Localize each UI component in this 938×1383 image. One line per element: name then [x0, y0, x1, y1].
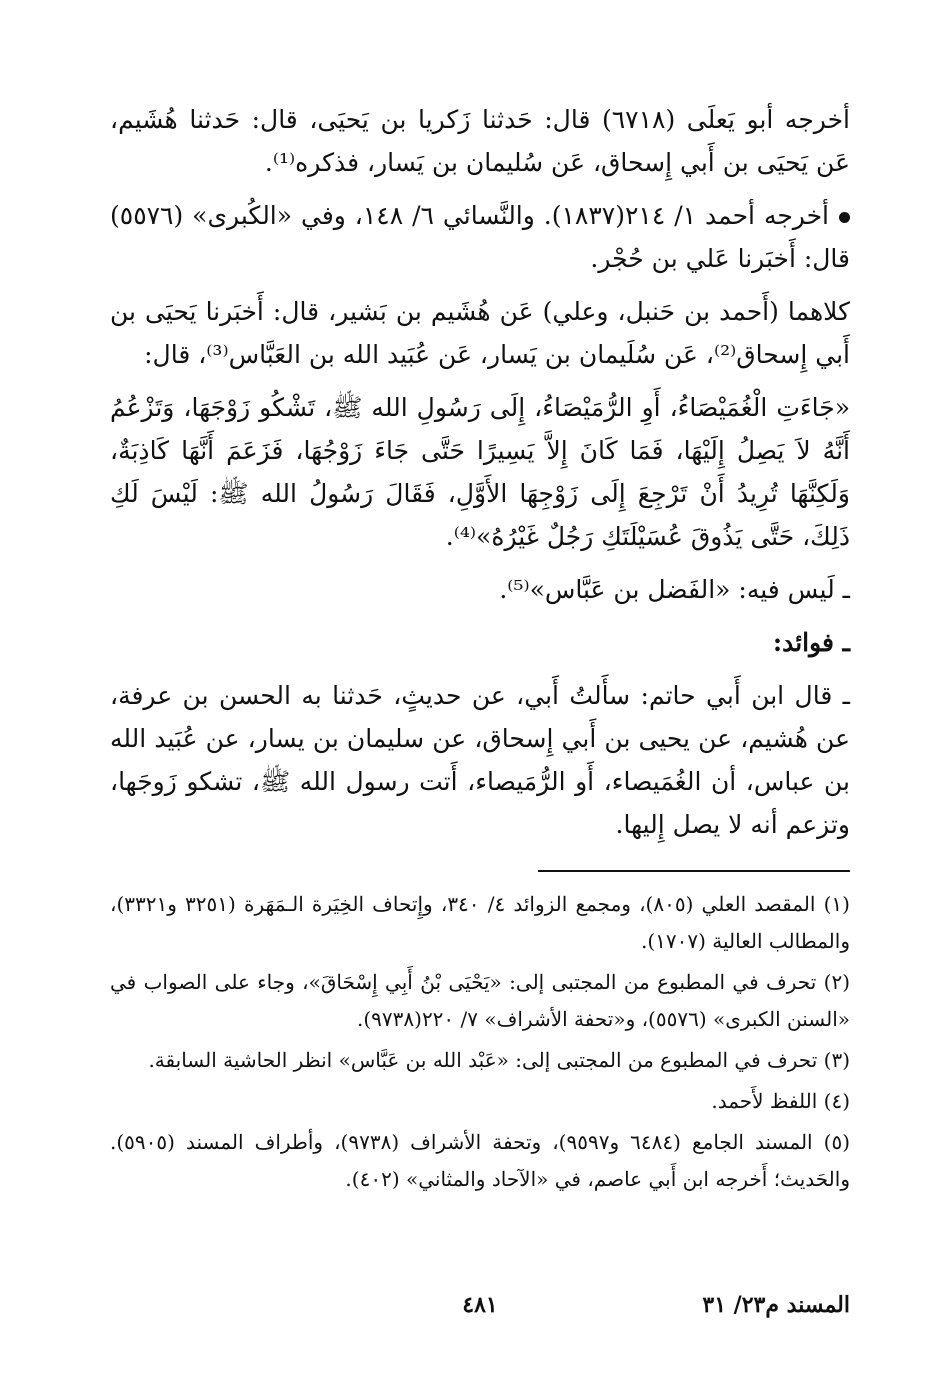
bullet-icon: [839, 212, 850, 223]
paragraph-note: ـ لَيس فيه: «الفَضل بن عَبَّاس»⁽⁵⁾.: [499, 575, 850, 604]
page-footer: [110, 1292, 850, 1332]
footnote-divider: [538, 870, 850, 872]
page-number: ٤٨١: [462, 1292, 498, 1318]
section-heading-fawaid: ـ فوائد:: [772, 628, 850, 657]
paragraph-abu-yala: أخرجه أبو يَعلَى (٦٧١٨) قال: حَدثنا زَكريا بن يَحيَى، قال: حَدثنا هُشَيم، عَن يَحيَى بن أَبي إِسحاق، عَن سُليمان بن يَسار، فذكره⁽¹⁾.: [110, 105, 850, 177]
volume-signature: المسند م٢٣/ ٣١: [702, 1292, 850, 1318]
paragraph-hadith-text: «جَاءَتِ الْغُمَيْصَاءُ، أَوِ الرُّمَيْصَاءُ، إِلَى رَسُولِ الله ﷺ، تَشْكُو زَوْجَهَا، وَتَزْعُمُ أَنَّهُ لاَ يَصِلُ إِلَيْهَا، فَمَا كَانَ إِلاَّ يَسِيرًا حَتَّى جَاءَ زَوْجُهَا، فَزَعَمَ أَنَّهَا كَاذِبَةٌ، وَلَكِنَّهَا تُرِيدُ أَنْ تَرْجِعَ إِلَى زَوْجِهَا الأَوَّلِ، فَقَالَ رَسُولُ الله ﷺ: لَيْسَ لَكِ ذَلِكَ، حَتَّى يَذُوقَ عُسَيْلَتَكِ رَجُلٌ غَيْرُهُ»⁽⁴⁾.: [110, 393, 850, 551]
footnote-4: (٤) اللفظ لأَحمد.: [711, 1089, 850, 1113]
page-body: [110, 98, 850, 1202]
paragraph-ibn-abi-hatim: ـ قال ابن أَبي حاتم: سأَلتُ أَبي، عن حديثٍ، حَدثنا به الحسن بن عرفة، عن هُشيم، عن يحيى بن أَبي إِسحاق، عن سليمان بن يسار، عن عُبَيد الله بن عباس، أن الغُمَيصاء، أَو الرُّمَيصاء، أَتت رسول الله ﷺ، تشكو زَوجَها، وتزعم أنه لا يصل إِليها.: [110, 681, 850, 839]
footnote-5: (٥) المسند الجامع (٦٤٨٤ و٩٥٩٧)، وتحفة الأشراف (٩٧٣٨)، وأطراف المسند (٥٩٠٥). والحَديث؛ أَخرجه ابن أَبي عاصم، في «الآحاد والمثاني» (٤٠٢).: [110, 1130, 851, 1191]
paragraph-ahmad-nasai: [110, 194, 850, 280]
paragraph-isnad: كلاهما (أَحمد بن حَنبل، وعلي) عَن هُشَيم بن بَشير، قال: أَخبَرنا يَحيَى بن أَبي إِسحاق⁽²⁾، عَن سُلَيمان بن يَسار، عَن عُبَيد الله بن العَبَّاس⁽³⁾، قال:: [110, 297, 850, 369]
footnote-3: (٣) تحرف في المطبوع من المجتبى إلى: «عَبْد الله بن عَبَّاس» انظر الحاشية السابقة.: [148, 1048, 850, 1072]
footnote-1: (١) المقصد العلي (٨٠٥)، ومجمع الزوائد ٤/ ٣٤٠، وإِتحاف الخِيَرة الـمَهَرة (٣٢٥١ و٣٣٢١)، والمطالب العالية (١٧٠٧).: [110, 892, 850, 953]
paragraph-ahmad-nasai-text: أخرجه أحمد ١/ ٢١٤(١٨٣٧). والنَّسائي ٦/ ١٤٨، وفي «الكُبرى» (٥٥٧٦) قال: أَخبَرنا عَلي بن حُجْر.: [110, 201, 850, 273]
footnote-2: (٢) تحرف في المطبوع من المجتبى إلى: «يَحْيَى بْنُ أَبِي إِسْحَاقَ»، وجاء على الصواب في «السنن الكبرى» (٥٥٧٦)، و«تحفة الأشراف» ٧/ ٢٢٠(٩٧٣٨).: [110, 970, 850, 1031]
